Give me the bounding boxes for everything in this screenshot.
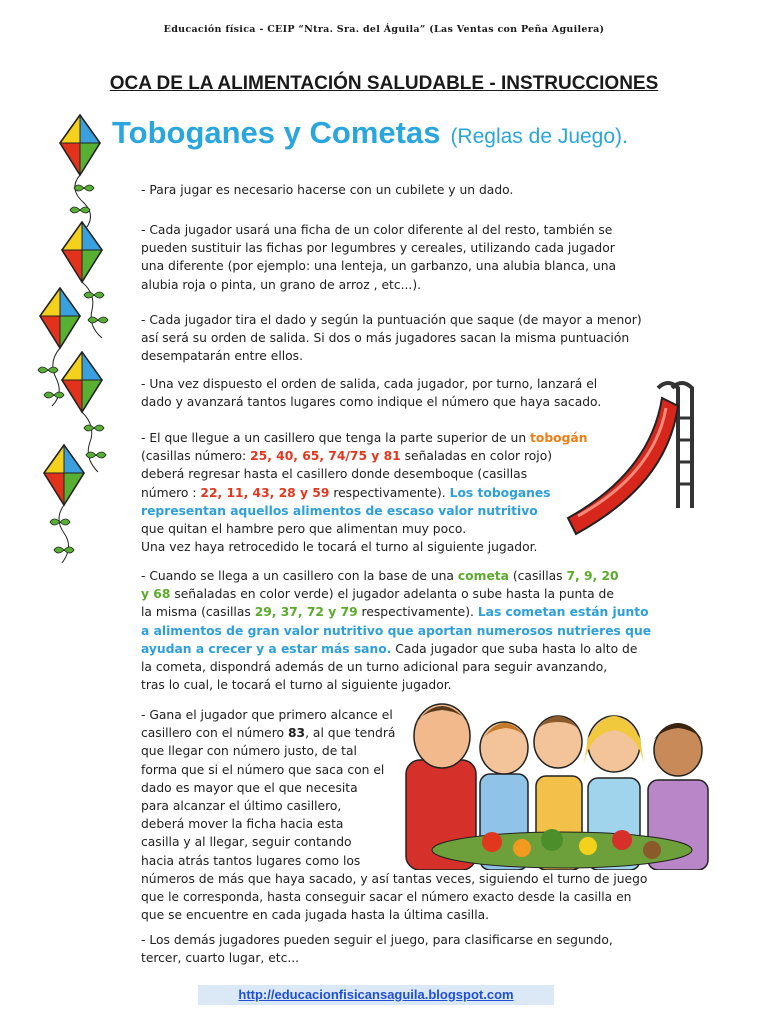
text-line bbox=[141, 742, 679, 760]
highlighted-text: ayudan a crecer y a estar más sano. bbox=[141, 641, 392, 656]
body-text: Cada jugador que suba hasta lo alto de bbox=[391, 641, 638, 656]
text-line bbox=[141, 852, 679, 870]
highlighted-text: 7, 9, 20 bbox=[566, 569, 619, 583]
blog-link[interactable]: http://educacionfisicansaguila.blogspot.com bbox=[238, 987, 514, 1002]
text-line bbox=[141, 585, 679, 603]
highlighted-text: cometa bbox=[457, 569, 509, 583]
text-line bbox=[141, 658, 679, 676]
body-text: , al que tendrá bbox=[305, 726, 396, 741]
text-line bbox=[141, 622, 679, 640]
body-text: alubia roja o pinta, un grano de arroz , etc...). bbox=[141, 277, 422, 292]
text-line bbox=[141, 603, 679, 621]
body-text: - El que llegue a un casillero que tenga la parte superior de un bbox=[141, 431, 531, 445]
body-text: que quitan el hambre pero que alimentan muy poco. bbox=[141, 522, 467, 537]
highlighted-text: a alimentos de gran valor nutritivo que aportan numerosos nutrieres que bbox=[141, 623, 652, 638]
body-text: (casillas número: bbox=[141, 449, 251, 464]
body-text: - Cuando se llega a un casillero con la base de una bbox=[141, 569, 458, 583]
kite-icon bbox=[62, 222, 102, 282]
body-text: respectivamente). bbox=[329, 485, 450, 500]
text-line bbox=[141, 181, 679, 199]
page-title bbox=[0, 73, 768, 95]
highlighted-text: 25, 40, 65, 74/75 y 81 bbox=[250, 449, 401, 464]
highlighted-text: tobogán bbox=[530, 431, 588, 445]
body-text: así será su orden de salida. Si dos o más jugadores sacan la misma puntuación bbox=[141, 331, 630, 346]
body-text: - Cada jugador tira el dado y según la puntuación que saque (de mayor a menor) bbox=[141, 313, 642, 327]
highlighted-text: 29, 37, 72 y 79 bbox=[254, 605, 358, 620]
footer-link-box bbox=[198, 985, 554, 1005]
instruction-paragraph bbox=[141, 429, 679, 556]
text-line bbox=[141, 761, 679, 779]
text-line bbox=[141, 257, 679, 275]
body-text: señaladas en color rojo) bbox=[400, 449, 553, 464]
text-line bbox=[141, 221, 679, 239]
text-line bbox=[141, 949, 679, 967]
document-header: Educación física - CEIP “Ntra. Sra. del Águila” (Las Ventas con Peña Aguilera) bbox=[163, 24, 605, 35]
highlighted-text: 22, 11, 43, 28 y 59 bbox=[200, 485, 330, 500]
body-text: forma que si el número que saca con el bbox=[141, 762, 385, 777]
text-line bbox=[141, 329, 679, 347]
body-text: que se encuentre en cada jugada hasta la última casilla. bbox=[141, 908, 490, 923]
text-line bbox=[141, 906, 679, 924]
text-line bbox=[141, 538, 679, 556]
highlighted-text: y 68 bbox=[141, 587, 171, 602]
text-line bbox=[141, 888, 679, 906]
kite-icon bbox=[44, 445, 84, 505]
instruction-paragraph bbox=[141, 567, 679, 694]
body-text: - Cada jugador usará una ficha de un color diferente al del resto, también se bbox=[141, 223, 613, 237]
highlighted-text: representan aquellos alimentos de escaso valor nutritivo bbox=[141, 503, 538, 518]
page-title-text: OCA DE LA ALIMENTACIÓN SALUDABLE - INSTRUCCIONES bbox=[109, 73, 659, 94]
body-text: número : bbox=[141, 485, 201, 500]
kites-illustration bbox=[34, 110, 116, 590]
body-text: desempatarán entre ellos. bbox=[141, 349, 303, 364]
text-line bbox=[141, 502, 679, 520]
instruction-paragraph bbox=[141, 221, 679, 294]
body-text: - Para jugar es necesario hacerse con un cubilete y un dado. bbox=[141, 183, 514, 197]
body-text: casilla y al llegar, seguir contando bbox=[141, 835, 352, 850]
body-text: deberá regresar hasta el casillero donde desemboque (casillas bbox=[141, 467, 528, 482]
body-text: Una vez haya retrocedido le tocará el turno al siguiente jugador. bbox=[141, 540, 538, 555]
instruction-paragraph bbox=[141, 706, 679, 924]
instruction-paragraph bbox=[141, 181, 679, 199]
highlighted-text: Los toboganes bbox=[449, 485, 551, 500]
body-text: deberá mover la ficha hacia esta bbox=[141, 817, 344, 832]
text-line bbox=[141, 779, 679, 797]
game-title bbox=[112, 115, 628, 151]
game-title-sub: (Reglas de Juego). bbox=[450, 125, 628, 148]
body-text: la misma (casillas bbox=[141, 605, 255, 620]
body-text: señaladas en color verde) el jugador adelanta o sube hasta la punta de bbox=[170, 587, 614, 602]
body-text: - Los demás jugadores pueden seguir el juego, para clasificarse en segundo, bbox=[141, 933, 613, 947]
text-line bbox=[141, 375, 679, 393]
text-line bbox=[141, 797, 679, 815]
highlighted-text: Las cometan están junto bbox=[477, 605, 649, 620]
text-line bbox=[141, 484, 679, 502]
body-text: números de más que haya sacado, y así tantas veces, siguiendo el turno de juego bbox=[141, 871, 648, 886]
game-title-main: Toboganes y Cometas bbox=[112, 115, 441, 150]
text-line bbox=[141, 724, 679, 742]
body-text: tras lo cual, le tocará el turno al siguiente jugador. bbox=[141, 678, 452, 693]
body-text: que le corresponda, hasta conseguir sacar el número exacto desde la casilla en bbox=[141, 890, 632, 905]
kite-icon bbox=[60, 115, 100, 175]
body-text: una diferente (por ejemplo: una lenteja, un garbanzo, una alubia blanca, una bbox=[141, 259, 617, 274]
body-text: hacia atrás tantos lugares como los bbox=[141, 853, 361, 868]
body-text: que llegar con número justo, de tal bbox=[141, 744, 357, 759]
text-line bbox=[141, 567, 679, 585]
text-line bbox=[141, 931, 679, 949]
body-text: para alcanzar el último casillero, bbox=[141, 799, 342, 814]
body-text: - Una vez dispuesto el orden de salida, cada jugador, por turno, lanzará el bbox=[141, 377, 598, 391]
instruction-paragraph bbox=[141, 375, 679, 411]
kite-icon bbox=[40, 288, 80, 348]
body-text: (casillas bbox=[508, 569, 567, 583]
kite-icon bbox=[62, 352, 102, 412]
text-line bbox=[141, 447, 679, 465]
body-text: la cometa, dispondrá además de un turno adicional para seguir avanzando, bbox=[141, 660, 608, 675]
body-text: tercer, cuarto lugar, etc... bbox=[141, 951, 300, 966]
body-text: respectivamente). bbox=[357, 605, 478, 620]
text-line bbox=[141, 311, 679, 329]
text-line bbox=[141, 676, 679, 694]
body-text: casillero con el número bbox=[141, 726, 288, 741]
text-line bbox=[141, 429, 679, 447]
body-text: pueden sustituir las fichas por legumbres y cereales, utilizando cada jugador bbox=[141, 241, 615, 256]
text-line bbox=[141, 393, 679, 411]
text-line bbox=[141, 706, 679, 724]
instruction-paragraph bbox=[141, 931, 679, 967]
body-text: dado y avanzará tantos lugares como indique el número que haya sacado. bbox=[141, 395, 602, 410]
text-line bbox=[141, 276, 679, 294]
highlighted-text: 83 bbox=[287, 726, 306, 741]
text-line bbox=[141, 870, 679, 888]
text-line bbox=[141, 833, 679, 851]
body-text: dado es mayor que el que necesita bbox=[141, 780, 358, 795]
text-line bbox=[141, 815, 679, 833]
text-line bbox=[141, 640, 679, 658]
instruction-paragraph bbox=[141, 311, 679, 366]
text-line bbox=[141, 465, 679, 483]
text-line bbox=[141, 239, 679, 257]
text-line bbox=[141, 520, 679, 538]
text-line bbox=[141, 347, 679, 365]
body-text: - Gana el jugador que primero alcance el bbox=[141, 708, 393, 722]
